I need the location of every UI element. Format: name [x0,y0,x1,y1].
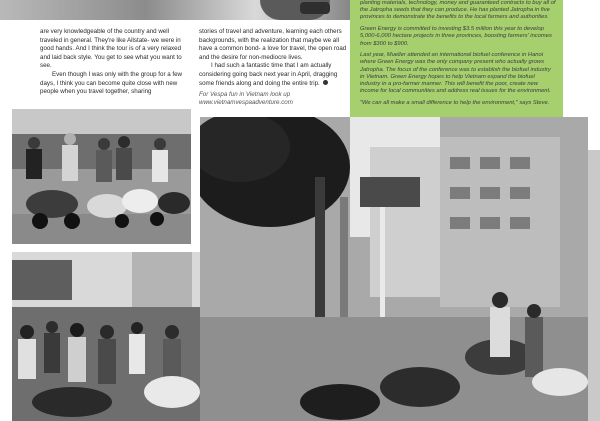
article-paragraph: are very knowledgeable of the country and well traveled in general. They're like Allstate- we were in good hands. And I think the tour is of a very relaxed and laid back style. You get to see what you want to see. [40,28,182,70]
photo-credit [199,91,349,108]
street-scene-photo [200,117,588,421]
sidebar-paragraph: planting materials, technology, money and guaranteed contracts to buy all of the Jatropha seeds that they can produce. He has planted Jatropha in five provinces to demonstrate the benefits to the local farmers and authorities. [360,0,556,21]
credit-text: For Vespa fun in Vietnam look up [199,91,291,98]
end-mark-icon [323,80,328,85]
article-column-1 [40,28,192,97]
vespa-group-photo [12,109,191,244]
article-paragraph: stories of travel and adventure, learning each others backgrounds, with the realization that maybe we all have a common bond- a love for travel, the open road and the desire for non-mediocre lives. [199,28,347,61]
market-crowd-photo [12,252,200,421]
article-paragraph [199,62,349,88]
article-column-2 [199,28,349,88]
sidebar-quote: "We can all make a small difference to help the environment," says Steve. [360,99,550,106]
sidebar-paragraph: Last year, Mueller attended an international biofuel conference in Hanoi where Green Energy was the only company present who actually grows Jatropha. The focus of the conference was to establish the biofuel industry in Vietnam. Green Energy hopes to help Vietnam expand the biofuel industry in a pro-farmer manner. This will benefit the poor, create new income for local communities and address real issues for the environment. [360,52,551,95]
sidebar-paragraph: Green Energy is committed to investing $3.5 million this year to develop 5,000-6,000 hectare projects in three provinces, boosting farmers' incomes from $300 to $900. [360,26,552,47]
article-paragraph-text: I had such a fantastic time that I am actually considering going back next year in April, dragging some friends along and doing the entire trip. [199,62,338,87]
right-edge-photo [588,150,600,421]
top-photo-strip [0,0,365,20]
credit-url: www.vietnamvespaadventure.com [199,99,293,107]
sidebar-text [360,0,556,112]
article-paragraph: Even though I was only with the group for a few days, I think you can become quite close with new people when you travel together, sharing [40,70,183,96]
